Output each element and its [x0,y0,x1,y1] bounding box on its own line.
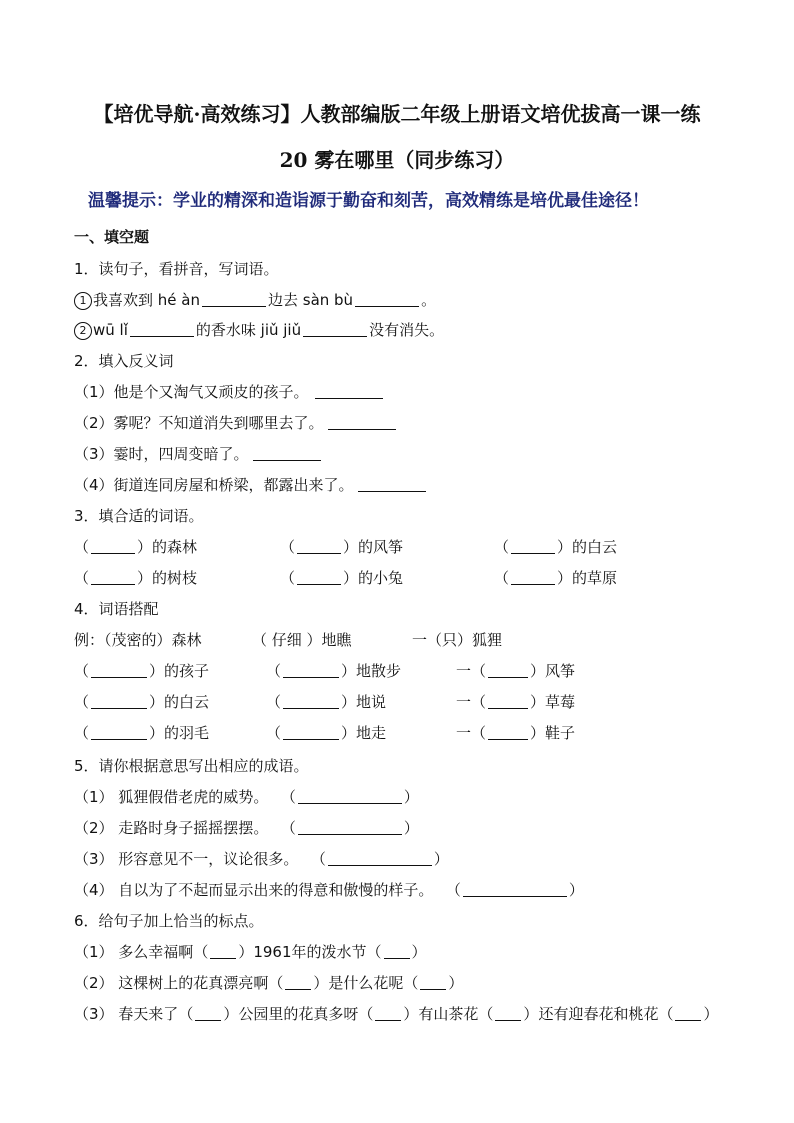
answer-blank[interactable] [283,694,339,709]
q3-cell: （ ）的小兔 [280,569,404,587]
answer-blank[interactable] [511,570,555,585]
answer-blank[interactable] [298,789,402,804]
answer-blank[interactable] [675,1006,701,1021]
answer-blank[interactable] [202,292,266,307]
answer-blank[interactable] [91,663,147,678]
q3-cell: （ ）的树枝 [74,569,198,587]
q4-example-b: （ 仔细 ）地瞧 [252,631,352,649]
q5-item: （4） 自以为了不起而显示出来的得意和傲慢的样子。 （ ） [74,881,584,899]
answer-blank[interactable] [210,944,236,959]
answer-blank[interactable] [297,539,341,554]
q1-line-2: 2 wū lǐ 的香水味 jiǔ jiǔ 没有消失。 [74,320,444,340]
answer-blank[interactable] [375,1006,401,1021]
circled-number: 2 [74,322,92,340]
q3-cell: （ ）的风筝 [280,538,404,556]
q2-item: （3）霎时，四周变暗了。 [74,444,323,464]
circled-number: 1 [74,292,92,310]
q2-item: （2）雾呢？不知道消失到哪里去了。 [74,413,398,433]
answer-blank[interactable] [511,539,555,554]
q4-cell: （ ）的白云 [74,693,210,711]
q4-cell: （ ）的孩子 [74,662,210,680]
answer-blank[interactable] [91,539,135,554]
answer-blank[interactable] [328,851,432,866]
answer-blank[interactable] [253,446,321,461]
q5-title: 5．请你根据意思写出相应的成语。 [74,757,309,775]
q3-cell: （ ）的白云 [494,538,618,556]
q4-cell: 一（ ）风筝 [456,662,576,680]
q5-item: （1） 狐狸假借老虎的威势。 （ ） [74,788,419,806]
answer-blank[interactable] [130,322,194,337]
tip-text: 温馨提示：学业的精深和造诣源于勤奋和刻苦，高效精练是培优最佳途径！ [88,191,649,211]
document-title: 【培优导航·高效练习】人教部编版二年级上册语文培优拔高一课一练 [93,102,701,126]
answer-blank[interactable] [91,725,147,740]
answer-blank[interactable] [495,1006,521,1021]
answer-blank[interactable] [195,1006,221,1021]
q4-example-c: 一（只）狐狸 [412,631,503,649]
answer-blank[interactable] [463,882,567,897]
answer-blank[interactable] [298,820,402,835]
answer-blank[interactable] [328,415,396,430]
q2-item: （4）街道连同房屋和桥梁，都露出来了。 [74,475,428,495]
answer-blank[interactable] [285,975,311,990]
answer-blank[interactable] [91,570,135,585]
q2-item: （1）他是个又淘气又顽皮的孩子。 [74,382,385,402]
q3-cell: （ ）的森林 [74,538,198,556]
answer-blank[interactable] [488,694,528,709]
q6-item: （3） 春天来了（ ）公园里的花真多呀（ ）有山茶花（ ）还有迎春花和桃花（ ） [74,1005,719,1023]
q6-item: （2） 这棵树上的花真漂亮啊（ ）是什么花呢（ ） [74,974,464,992]
q2-title: 2．填入反义词 [74,352,174,370]
q4-cell: 一（ ）草莓 [456,693,576,711]
q4-cell: （ ）地说 [266,693,387,711]
answer-blank[interactable] [420,975,446,990]
q4-cell: 一（ ）鞋子 [456,724,576,742]
q5-item: （3） 形容意见不一，议论很多。 （ ） [74,850,449,868]
answer-blank[interactable] [297,570,341,585]
section-fill-heading: 一、填空题 [74,228,150,246]
q3-cell: （ ）的草原 [494,569,618,587]
q4-cell: （ ）地散步 [266,662,402,680]
q4-cell: （ ）的羽毛 [74,724,210,742]
q4-cell: （ ）地走 [266,724,387,742]
answer-blank[interactable] [303,322,367,337]
q6-title: 6．给句子加上恰当的标点。 [74,912,264,930]
answer-blank[interactable] [488,663,528,678]
q4-example-a: 例：（茂密的）森林 [74,631,202,649]
answer-blank[interactable] [283,725,339,740]
q3-title: 3．填合适的词语。 [74,507,204,525]
q1-title: 1．读句子，看拼音，写词语。 [74,260,279,278]
answer-blank[interactable] [283,663,339,678]
answer-blank[interactable] [358,477,426,492]
q1-line-1: 1 我喜欢到 hé àn 边去 sàn bù 。 [74,290,436,310]
answer-blank[interactable] [91,694,147,709]
answer-blank[interactable] [384,944,410,959]
answer-blank[interactable] [315,384,383,399]
answer-blank[interactable] [488,725,528,740]
q4-title: 4．词语搭配 [74,600,159,618]
answer-blank[interactable] [355,292,419,307]
lesson-title: 20 雾在哪里（同步练习） [279,148,515,172]
q5-item: （2） 走路时身子摇摇摆摆。 （ ） [74,819,419,837]
q6-item: （1） 多么幸福啊（ ）1961年的泼水节（ ） [74,943,427,961]
